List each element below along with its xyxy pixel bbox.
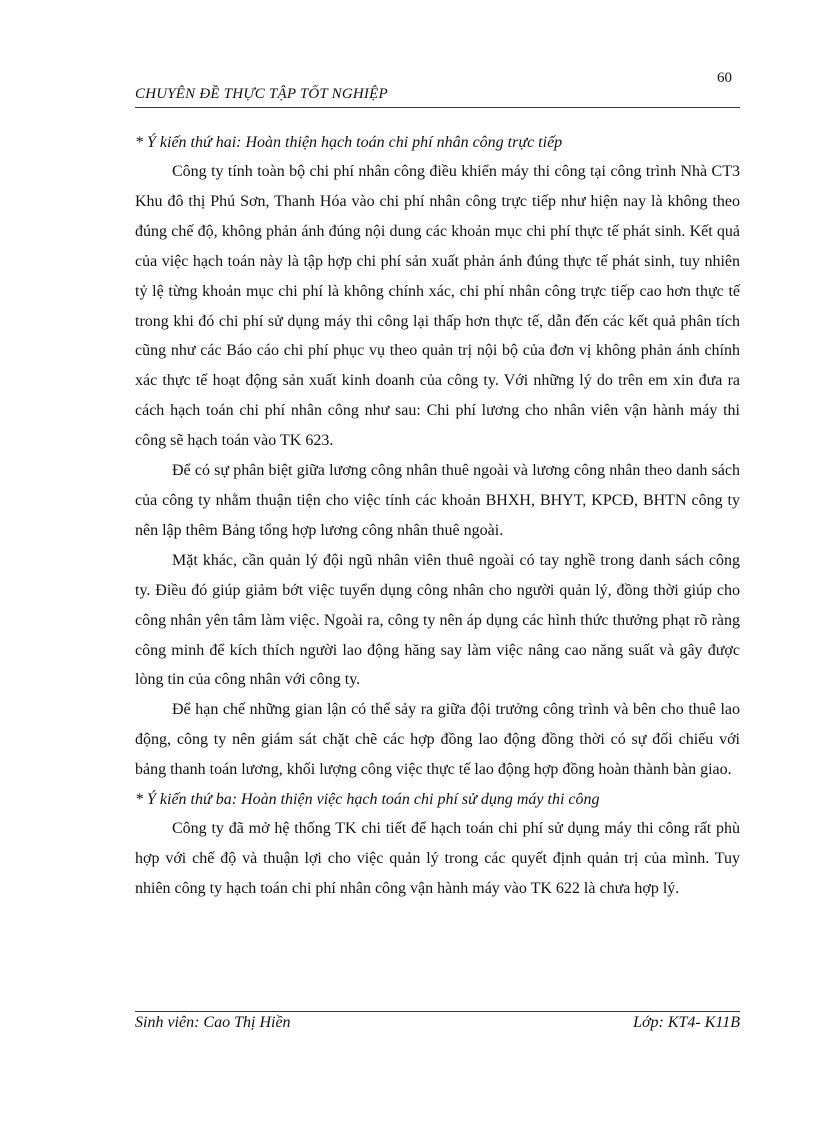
footer-class: Lớp: KT4- K11B <box>633 1014 740 1031</box>
document-body <box>135 128 740 904</box>
header-title: CHUYÊN ĐỀ THỰC TẬP TỐT NGHIỆP <box>135 86 388 102</box>
footer-divider <box>135 1011 740 1012</box>
page-number: 60 <box>717 70 732 86</box>
header-divider <box>135 107 740 108</box>
footer-student: Sinh viên: Cao Thị Hiền <box>135 1014 291 1031</box>
paragraph-3: Mặt khác, cần quản lý đội ngũ nhân viên thuê ngoài có tay nghề trong danh sách công ty. Điều đó giúp giảm bớt việc tuyển dụng công nhân cho người quản lý, đồng thời giúp cho công nhân yên tâm làm việc. Ngoài ra, công ty nên áp dụng các hình thức thưởng phạt rõ ràng công minh để kích thích người lao động hăng say làm việc nâng cao năng suất và gây được lòng tin của công nhân với công ty. <box>135 551 740 689</box>
paragraph-4: Để hạn chế những gian lận có thể sảy ra giữa đội trưởng công trình và bên cho thuê lao động, công ty nên giám sát chặt chẽ các hợp đồng lao động đồng thời có sự đối chiếu với bảng thanh toán lương, khối lượng công việc thực tế lao động hợp đồng hoàn thành bàn giao. <box>135 701 740 779</box>
section-heading-2: * Ý kiến thứ hai: Hoàn thiện hạch toán chi phí nhân công trực tiếp <box>135 134 563 151</box>
paragraph-5: Công ty đã mở hệ thống TK chi tiết để hạch toán chi phí sử dụng máy thi công rất phù hợp với chế độ và thuận lợi cho việc quản lý trong các quyết định quản trị của mình. Tuy nhiên công ty hạch toán chi phí nhân công vận hành máy vào TK 622 là chưa hợp lý. <box>135 820 740 897</box>
section-heading-3: * Ý kiến thứ ba: Hoàn thiện việc hạch toán chi phí sử dụng máy thi công <box>135 791 600 809</box>
paragraph-2: Để có sự phân biệt giữa lương công nhân thuê ngoài và lương công nhân theo danh sách của công ty nhằm thuận tiện cho việc tính các khoản BHXH, BHYT, KPCĐ, BHTN công ty nên lập thêm Bảng tổng hợp lương công nhân thuê ngoài. <box>135 462 740 539</box>
paragraph-1: Công ty tính toàn bộ chi phí nhân công điều khiển máy thi công tại công trình Nhà CT3 Khu đô thị Phú Sơn, Thanh Hóa vào chi phí nhân công trực tiếp như hiện nay là không theo đúng chế độ, không phản ánh đúng nội dung các khoản mục chi phí thực tế phát sinh. Kết quả của việc hạch toán này là tập hợp chi phí sản xuất phản ánh đúng thực tế phát sinh, tuy nhiên tỷ lệ từng khoản mục chi phí là không chính xác, chi phí nhân công trực tiếp cao hơn thực tế trong khi đó chi phí sử dụng máy thi công lại thấp hơn thực tế, dẫn đến các kết quả phân tích cũng như các Báo cáo chi phí phục vụ theo quản trị nội bộ của đơn vị không phản ánh chính xác thực tế hoạt động sản xuất kinh doanh của công ty. Với những lý do trên em xin đưa ra cách hạch toán chi phí nhân công như sau: Chi phí lương cho nhân viên vận hành máy thi công sẽ hạch toán vào TK 623. <box>135 163 740 450</box>
